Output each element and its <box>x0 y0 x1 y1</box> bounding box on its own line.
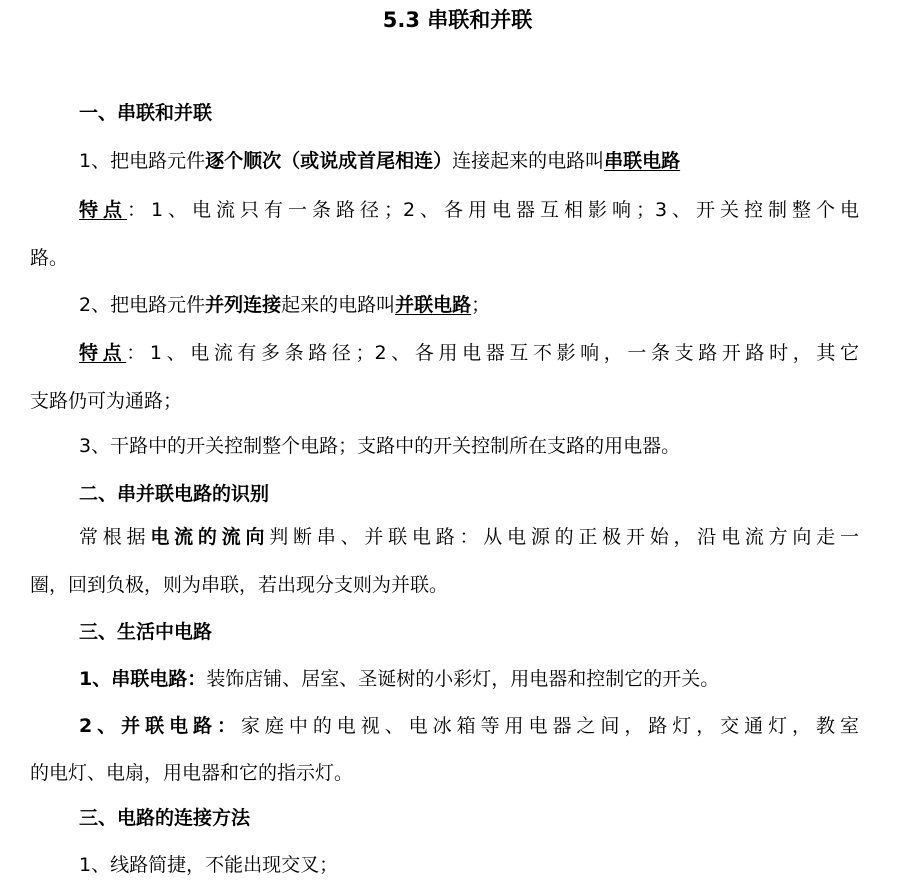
term-parallel-circuit: 并联电路 <box>395 294 472 316</box>
text-run: 常根据 <box>79 526 151 548</box>
emphasis-text: 并列连接 <box>205 294 282 316</box>
paragraph-parallel-definition <box>79 290 490 320</box>
term-series-circuit: 串联电路 <box>604 150 681 172</box>
emphasis-text: 电流的流向 <box>150 526 270 548</box>
section-heading-series-parallel: 一、串联和并联 <box>79 102 213 124</box>
text-run: 装饰店铺、居室、圣诞树的小彩灯，用电器和控制它的开关。 <box>206 668 720 690</box>
text-run: 1、把电路元件 <box>79 150 206 172</box>
paragraph-switch-control: 3、干路中的开关控制整个电路；支路中的开关控制所在支路的用电器。 <box>79 435 681 457</box>
section-heading-identification: 二、串并联电路的识别 <box>79 483 270 505</box>
paragraph-identification-cont: 圈，回到负极，则为串联，若出现分支则为并联。 <box>30 574 449 596</box>
page-title: 5.3 串联和并联 <box>382 8 533 32</box>
examples-label: 1、串联电路： <box>79 668 207 690</box>
paragraph-parallel-examples-cont: 的电灯、电扇，用电器和它的指示灯。 <box>30 762 354 784</box>
paragraph-parallel-examples <box>79 711 859 741</box>
features-label: 特点 <box>79 199 127 221</box>
paragraph-series-definition <box>79 146 680 176</box>
emphasis-text: 逐个顺次（或说成首尾相连） <box>205 150 453 172</box>
text-run: 家庭中的电视、电冰箱等用电器之间，路灯，交通灯，教室 <box>240 715 859 737</box>
text-run: ：1、电流只有一条路径；2、各用电器互相影响；3、开关控制整个电 <box>126 199 859 221</box>
examples-label: 2、并联电路： <box>79 715 241 737</box>
text-run: 2、把电路元件 <box>79 294 206 316</box>
text-run: ：1、电流有多条路径；2、各用电器互不影响，一条支路开路时，其它 <box>126 342 859 364</box>
text-run: 判断串、并联电路：从电源的正极开始，沿电流方向走一 <box>269 526 859 548</box>
paragraph-series-examples <box>79 664 719 694</box>
paragraph-series-features-cont: 路。 <box>30 247 69 269</box>
section-heading-connection-method: 三、电路的连接方法 <box>79 807 251 829</box>
paragraph-identification <box>79 522 859 552</box>
paragraph-parallel-features <box>79 338 859 368</box>
features-label: 特点 <box>79 342 127 364</box>
paragraph-parallel-features-cont: 支路仍可为通路； <box>30 390 183 412</box>
section-heading-daily-circuits: 三、生活中电路 <box>79 621 213 643</box>
text-run: 起来的电路叫 <box>281 294 396 316</box>
paragraph-connection-rule: 1、线路简捷，不能出现交叉； <box>79 854 339 876</box>
text-run: 连接起来的电路叫 <box>452 150 605 172</box>
paragraph-series-features <box>79 195 859 225</box>
text-run: ； <box>471 294 491 316</box>
